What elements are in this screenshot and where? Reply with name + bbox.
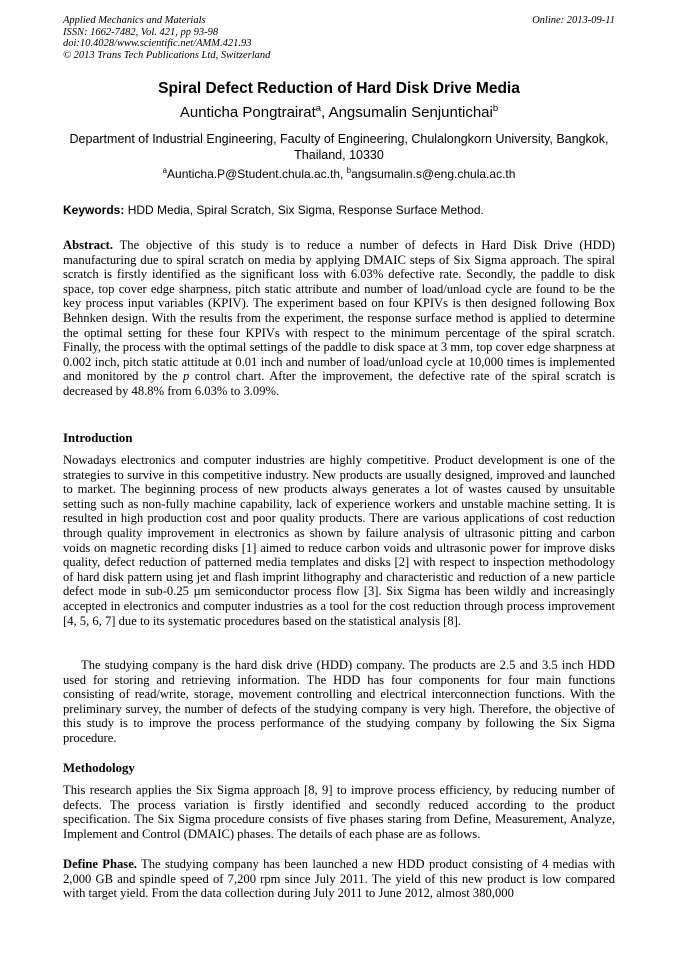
email-superscript: b [346,166,352,175]
journal-issn: ISSN: 1662-7482, Vol. 421, pp 93-98 [63,26,219,38]
methodology-section [63,857,615,901]
author-superscript: a [315,103,322,114]
abstract-text: control chart. After the improvement, the defective rate of the spiral scratch is decreased by 48.8% from 6.03% to 3.09%. [63,369,615,398]
body-paragraph: This research applies the Six Sigma approach [8, 9] to improve process efficiency, by reducing number of defects. The process variation is firstly identified and secondly reduced according to the product specification. The Six Sigma procedure consists of five phases staring from Define, Measurement, Analyze, Implement and Control (DMAIC) phases. The details of each phase are as follows. [63,783,615,841]
keywords [63,203,615,218]
define-phase-text: The studying company has been launched a new HDD product consisting of 4 medias with 2,000 GB and spindle speed of 7,200 rpm since July 2011. The yield of this new product is low compared with target yield. From the data collection during July 2011 to June 2012, almost 380,000 [63,857,615,901]
section-heading: Introduction [63,431,133,445]
journal-header [63,15,270,61]
section-heading: Methodology [63,761,135,775]
affiliation: Department of Industrial Engineering, Faculty of Engineering, Chulalongkorn University, Bangkok, Thailand, 10330 [69,132,609,162]
abstract-section [63,238,615,399]
define-phase-label: Define Phase. [63,857,137,871]
author-name: Aunticha Pongtrairat [179,104,316,121]
keywords-text: HDD Media, Spiral Scratch, Six Sigma, Response Surface Method. [124,203,484,217]
body-paragraph: The studying company is the hard disk drive (HDD) company. The products are 2.5 and 3.5 inch HDD used for storing and retrieving information. The HDD has four components for four main functions consisting of read/write, storage, movement controlling and electrical interconnection functions. With the preliminary survey, the number of defects of the studying company is very high. Therefore, the objective of this study is to improve the process performance of the studying company by following the Six Sigma procedure. [63,658,615,745]
abstract-text: The objective of this study is to reduce a number of defects in Hard Disk Drive (HDD) manufacturing due to spiral scratch on media by applying DMAIC steps of Six Sigma approach. The spiral scratch is firstly identified as the significant loss with 6.03% defective rate. Secondly, the paddle to disk space, top cover edge sharpness, pitch static attribute and number of load/unload cycle are found to be the key process input variables (KPIV). The experiment based on four KPIVs is then designed following Box Behnken design. With the results from the experiment, the response surface method is applied to determine the optimal setting for these four KPIVs with respect to the minimum percentage of the spiral scratch. Finally, the process with the optimal settings of the paddle to disk space at 3 mm, top cover edge sharpness at 0.002 inch, pitch static attitude at 0.01 inch and number of load/unload cycle at 10,000 times is implemented and monitored by the [63,238,615,384]
author-superscript: b [492,103,499,114]
author-list [0,104,678,122]
author-name: Angsumalin Senjuntichai [328,104,493,121]
online-date: Online: 2013-09-11 [532,15,615,26]
email-address: Aunticha.P@Student.chula.ac.th, [167,167,347,181]
journal-doi: doi:10.4028/www.scientific.net/AMM.421.93 [63,38,252,49]
author-separator: , [321,104,329,121]
introduction-section [63,453,615,628]
email-superscript: a [162,166,168,175]
paper-title: Spiral Defect Reduction of Hard Disk Drive Media [158,80,520,97]
p-chart-symbol: p [183,369,190,384]
introduction-section [63,658,615,746]
introduction-section [63,431,615,446]
keywords-label: Keywords: [63,203,125,217]
email-address: angsumalin.s@eng.chula.ac.th [351,167,516,181]
abstract-label: Abstract. [63,238,114,252]
methodology-section [63,761,615,776]
methodology-section [63,783,615,841]
abstract-paragraph [63,238,615,399]
author-emails [0,167,678,182]
body-paragraph: Nowadays electronics and computer industries are highly competitive. Product development is one of the strategies to survive in this competitive industry. New products are usually designed, improved and launched to market. The beginning process of new products always generates a lot of wastes caused by unsuitable setting such as non-fully machine capability, lack of experience workers and unstable machine setting. It is resulted in high production cost and poor quality products. There are various applications of cost reduction through quality improvement in electronics as shown by failure analysis of ultrasonic pitting and carbon voids on magnetic recording disks [1] aimed to reduce carbon voids and ultrasonic power for improve disks quality, defect reduction of patterned media templates and disks [2] with respect to inspection methodology of hard disk pattern using jet and flash imprint lithography and characteristic and reduction of a new particle defect mode in sub-0.25 µm semiconductor process flow [3]. Six Sigma has been wildly and increasingly accepted in electronics and computer industries as a tool for the cost reduction through process improvement [4, 5, 6, 7] due to its systematic procedures based on the statistical analysis [8]. [63,453,615,628]
journal-name: Applied Mechanics and Materials [63,15,206,26]
body-paragraph [63,857,615,901]
journal-copyright: © 2013 Trans Tech Publications Ltd, Switzerland [63,49,271,61]
